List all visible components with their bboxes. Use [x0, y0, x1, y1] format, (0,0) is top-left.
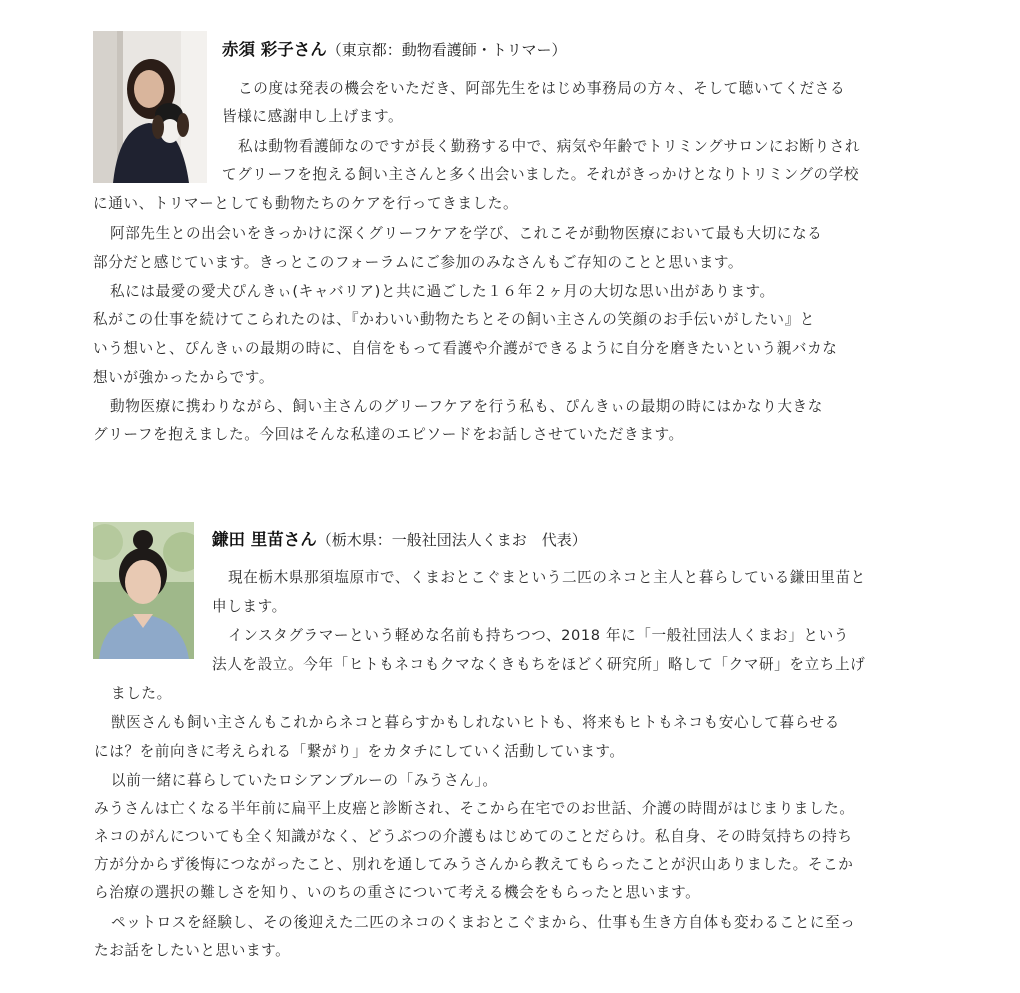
speaker-1-line: グリーフを抱えました。今回はそんな私達のエピソードをお話しさせていただきます。 [93, 426, 684, 443]
speaker-2-line: には？を前向きに考えられる「繋がり」をカタチにしていく活動しています。 [94, 743, 625, 760]
speaker-1-line: 私がこの仕事を続けてこられたのは、『かわいい動物たちとその飼い主さんの笑顔のお手伝いがしたい』と [93, 311, 816, 328]
speaker-1-affiliation: （東京都：動物看護師・トリマー） [326, 41, 567, 59]
speaker-2-line: インスタグラマーという軽めな名前も持ちつつ、2018 年に「一般社団法人くまお」という [228, 627, 849, 644]
speaker-2-line: 獣医さんも飼い主さんもこれからネコと暮らすかもしれないヒトも、将来もヒトもネコも安心して暮らせる [111, 714, 840, 731]
speaker-1-line: てグリーフを抱える飼い主さんと多く出会いました。それがきっかけとなりトリミングの学校 [222, 166, 860, 183]
speaker-2-line: 以前一緒に暮らしていたロシアンブルーの「みうさん」。 [111, 772, 498, 789]
speaker-1-name: 赤須 彩子さん [222, 40, 327, 59]
speaker-2-line: たお話をしたいと思います。 [94, 942, 291, 959]
speaker-1-line: 皆様に感謝申し上げます。 [222, 108, 404, 125]
speaker-2-line: 方が分からず後悔につながったこと、別れを通してみうさんから教えてもらったことが沢山ありました。そこか [94, 856, 854, 873]
speaker-1-line: 阿部先生との出会いをきっかけに深くグリーフケアを学び、これこそが動物医療において最も大切になる [110, 225, 823, 242]
speaker-1-line: 部分だと感じています。きっとこのフォーラムにご参加のみなさんもご存知のことと思います。 [93, 254, 744, 271]
speaker-2-line: 法人を設立。今年「ヒトもネコもクマなくきもちをほどく研究所」略して「クマ研」を立ち上げ [212, 656, 866, 673]
speaker-2-line: 申します。 [212, 598, 287, 615]
speaker-2-line: 現在栃木県那須塩原市で、くまおとこぐまという二匹のネコと主人と暮らしている鎌田里苗と [228, 569, 866, 586]
speaker-2-line: ネコのがんについても全く知識がなく、どうぶつの介護もはじめてのことだらけ。私自身、その時気持ちの持ち [94, 828, 853, 845]
speaker-2-affiliation: （栃木県：一般社団法人くまお 代表） [316, 531, 587, 549]
speaker-1-line: 私は動物看護師なのですが長く勤務する中で、病気や年齢でトリミングサロンにお断りされ [238, 138, 861, 155]
speaker-1-line: いう想いと、ぴんきぃの最期の時に、自信をもって看護や介護ができるように自分を磨きたいという親バカな [93, 340, 838, 357]
speaker-2-line: ペットロスを経験し、その後迎えた二匹のネコのくまおとこぐまから、仕事も生き方自体も変わることに至っ [111, 914, 856, 931]
speaker-2-photo [93, 522, 194, 659]
speaker-1-line: 動物医療に携わりながら、飼い主さんのグリーフケアを行う私も、ぴんきぃの最期の時にはかなり大きな [110, 398, 823, 415]
speaker-2-line: ました。 [111, 685, 172, 702]
speaker-1-line: に通い、トリマーとしても動物たちのケアを行ってきました。 [93, 195, 519, 212]
speaker-1-photo [93, 31, 207, 183]
speaker-2-name: 鎌田 里苗さん [212, 530, 317, 549]
speaker-2-line: みうさんは亡くなる半年前に扁平上皮癌と診断され、そこから在宅でのお世話、介護の時間がはじまりました。 [94, 800, 855, 817]
speaker-2-line: ら治療の選択の難しさを知り、いのちの重さについて考える機会をもらったと思います。 [94, 884, 701, 901]
speaker-1-line: この度は発表の機会をいただき、阿部先生をはじめ事務局の方々、そして聴いてくださる [238, 80, 846, 97]
speaker-1-line: 想いが強かったからです。 [93, 369, 275, 386]
speaker-1-line: 私には最愛の愛犬ぴんきぃ(キャバリア)と共に過ごした１６年２ヶ月の大切な思い出があります。 [110, 283, 775, 300]
